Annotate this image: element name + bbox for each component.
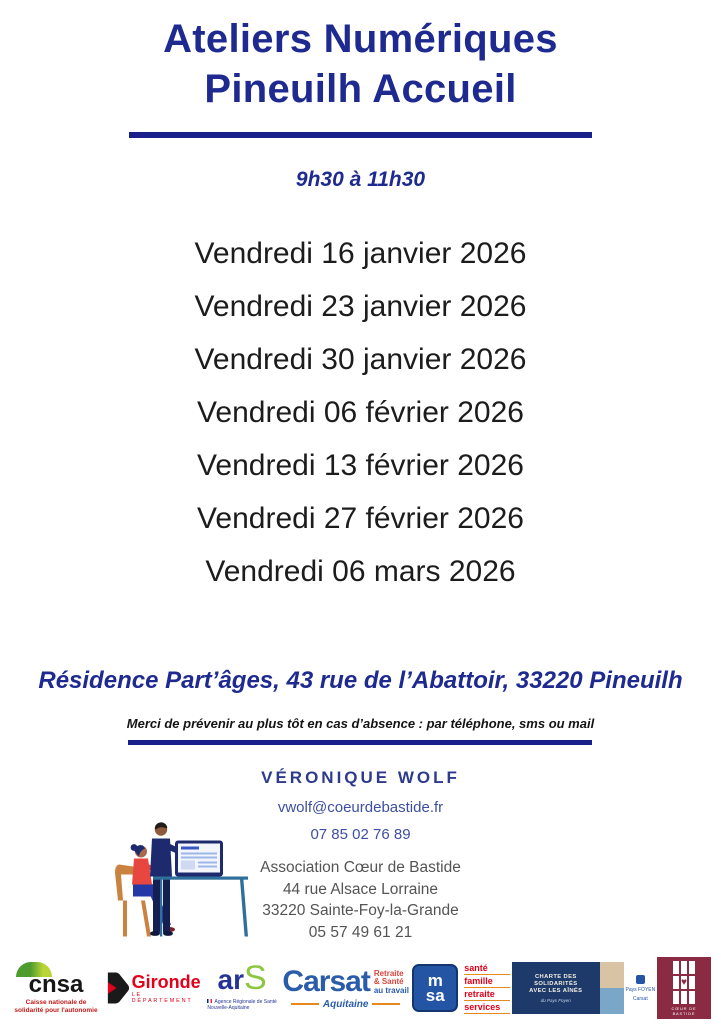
coeur-de-bastide-logo <box>657 957 711 1019</box>
ars-subtitle: Agence Régionale de Santé Nouvelle-Aquitaine <box>207 999 277 1011</box>
association-street: 44 rue Alsace Lorraine <box>282 880 439 898</box>
coeur-de-bastide-label: CŒUR DE BASTIDE <box>671 1006 697 1016</box>
session-date: Vendredi 16 janvier 2026 <box>194 237 527 270</box>
window-grid-icon <box>673 961 695 1004</box>
gironde-logo <box>104 972 204 1004</box>
association-name: Association Cœur de Bastide <box>260 859 461 876</box>
pays-foyen-mini-label: Pays FOYEN <box>625 986 656 993</box>
session-date: Vendredi 13 février 2026 <box>197 449 524 482</box>
session-dates-list <box>0 227 721 598</box>
association-city: 33220 Sainte-Foy-la-Grande <box>262 902 459 919</box>
carsat-tagline: Retraite & Santé au travail <box>373 968 409 995</box>
cnsa-logo <box>10 962 102 1014</box>
orange-line <box>291 1003 319 1005</box>
orange-line <box>372 1003 400 1005</box>
contact-name: VÉRONIQUE WOLF <box>261 768 460 787</box>
msa-services-list <box>464 962 510 1014</box>
absence-note: Merci de prévenir au plus tôt en cas d’absence : par téléphone, sms ou mail <box>126 716 595 731</box>
ars-logo <box>205 959 279 1011</box>
page-title <box>0 14 721 114</box>
contact-phone: 07 85 02 76 89 <box>310 826 411 843</box>
charte-partner-logos <box>625 975 655 1002</box>
msa-service: santé <box>464 962 510 975</box>
ars-name: arS <box>217 959 267 997</box>
partner-logos-footer <box>0 952 721 1024</box>
gironde-subtitle: LE DÉPARTEMENT <box>131 991 193 1004</box>
carsat-mini-label: Carsat <box>633 995 648 1002</box>
french-flag-icon <box>207 999 212 1003</box>
session-date: Vendredi 30 janvier 2026 <box>194 343 527 376</box>
msa-service: famille <box>464 975 510 988</box>
session-date: Vendredi 23 janvier 2026 <box>194 290 527 323</box>
cnsa-tagline: Caisse nationale de solidarité pour l'autonomie <box>14 999 98 1014</box>
session-date: Vendredi 27 février 2026 <box>197 502 524 535</box>
carsat-logo <box>281 964 411 1010</box>
charte-photo <box>600 962 624 1014</box>
session-time: 9h30 à 11h30 <box>295 168 426 191</box>
msa-service: retraite <box>464 988 510 1001</box>
gironde-chevron-icon <box>104 972 129 1004</box>
msa-mini-icon <box>636 975 645 984</box>
charte-title-line1: CHARTE DES SOLIDARITÉS <box>534 973 578 987</box>
charte-title-line2: AVEC LES AÎNÉS <box>529 987 583 994</box>
contact-email: vwolf@coeurdebastide.fr <box>277 799 444 816</box>
heart-icon: ♥ <box>680 976 687 988</box>
charte-solidarites-logo <box>512 962 624 1014</box>
gironde-name: Gironde <box>131 971 201 992</box>
msa-logo <box>412 962 510 1014</box>
msa-monogram-icon: m sa <box>412 964 458 1012</box>
venue-address: Résidence Part’âges, 43 rue de l’Abattoir, 33220 Pineuilh <box>38 667 683 694</box>
carsat-region: Aquitaine <box>291 999 401 1010</box>
session-date: Vendredi 06 mars 2026 <box>205 555 516 588</box>
carsat-name: Carsat <box>282 964 370 998</box>
title-line1: Ateliers Numériques <box>163 17 558 61</box>
session-date: Vendredi 06 février 2026 <box>197 396 524 429</box>
people-at-computer-illustration <box>103 813 248 941</box>
msa-service: services <box>464 1001 510 1014</box>
charte-subtitle: du Pays Foyen <box>540 997 571 1003</box>
title-divider <box>129 132 592 138</box>
association-phone: 05 57 49 61 21 <box>308 923 413 941</box>
title-line2: Pineuilh Accueil <box>204 67 517 111</box>
contact-divider <box>128 740 592 745</box>
cnsa-name: cnsa <box>28 971 84 998</box>
